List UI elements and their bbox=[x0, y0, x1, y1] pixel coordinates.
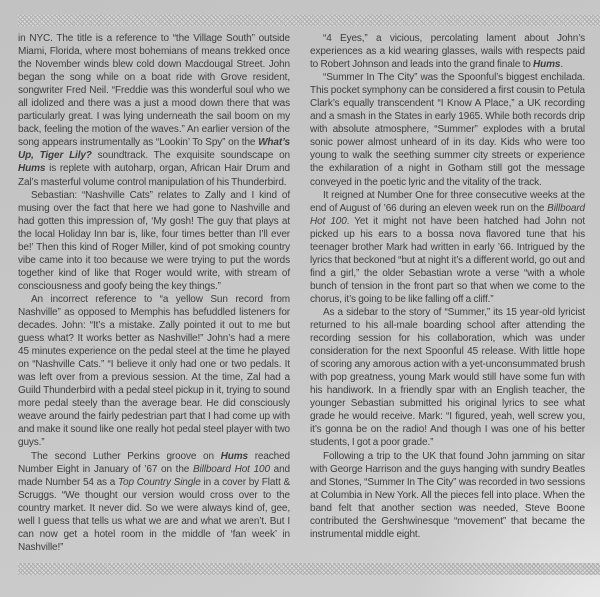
text-segment: Sebastian: “Nashville Cats” relates to Zally and I kind of musing over the fact that here we had gone to Nashville and had gotten this impression of, ‘My gosh! The guy that plays at the local Holiday Inn bar is, like, four times better than I’ll ever be!’ Then this kind of Roger Miller, kind of pot smoking country vibe came into it too because we were trying to put the words together kind of like that Roger would write, with stream of consciousness and goofy being the key things.” bbox=[18, 189, 290, 292]
text-segment: Hums bbox=[220, 450, 248, 462]
top-decorative-band bbox=[18, 15, 600, 26]
text-segment: As a sidebar to the story of “Summer,” its 15 year-old lyricist returned to his all-male boarding school after attending the recording session for his collaboration, which was under consideration for the next Spoonful 45 release. With little hope of scoring any amorous action with a yet-unconsummated brush with pop greatness, young Mark would still have some fun with his handiwork. In a friendly spar with an English teacher, the younger Sebastian submitted his original lyrics to see what grade he would receive. Mark: “I figured, yeah, well screw you, it’s gonna be on the radio! And though I was one of his better students, I got a poor grade.” bbox=[310, 306, 585, 449]
text-segment: is replete with autoharp, organ, African Hair Drum and Zal’s masterful volume control manipulation of his Thunderbird. bbox=[18, 163, 290, 188]
text-segment: An incorrect reference to “a yellow Sun record from Nashville” as opposed to Memphis has befuddled listeners for decades. John: “It’s a mistake. Zally pointed it out to me but guess what? It works better as Nashville!” John’s had a mere 45 minutes experience on the pedal steel at the time he played on “Nashville Cats.” “I believe it only had one or two pedals. It was left over from a previous session. At the time, Zal had a Guild Thunderbird with a pedal steel pickup in it, trying to sound more pedal steely than the average bear. He did consciously weave around the fairly pedestrian part that I had come up with and make it sound like one really hot pedal steel player with two guys.” bbox=[18, 293, 290, 449]
paragraph bbox=[310, 71, 585, 188]
text-segment: Billboard Hot 100 bbox=[310, 202, 585, 227]
text-segment: Hums bbox=[533, 59, 561, 71]
text-segment: . bbox=[560, 59, 564, 71]
text-segment: Hums bbox=[18, 163, 46, 175]
paragraph bbox=[310, 189, 585, 306]
text-segment: “Summer In The City” was the Spoonful’s biggest enchilada. This pocket symphony can be considered a first cousin to Petula Clark’s equally transcendent “I Know A Place,” a UK recording and a smash in the States in early 1965. While both records drip with absolute atmosphere, “Summer” explodes with a brutal sonic power almost unheard of in its day. Kids who were too young to walk the seething summer city streets or experience the exhilaration of a night in Gotham still got the message conveyed in the poetic lyric and the vitality of the track. bbox=[310, 72, 585, 188]
paragraph bbox=[18, 189, 290, 293]
text-segment: Following a trip to the UK that found John jamming on sitar with George Harrison and the guys hanging with sundry Beatles and Stones, “Summer In The City” was recorded in two sessions at Columbia in New York. All the pieces fell into place. When the band felt that another section was needed, Steve Boone contributed the Gershwinesque “movement” that became the instrumental middle eight. bbox=[310, 450, 585, 540]
text-segment: and made Number 54 as a bbox=[18, 463, 291, 488]
paragraph bbox=[18, 32, 290, 189]
text-segment: What’s Up, Tiger Lily? bbox=[18, 137, 290, 162]
text-segment: Top Country Single bbox=[117, 476, 201, 488]
text-segment: “4 Eyes,” a vicious, percolating lament about John’s experiences as a kid wearing glasses, wails with respects paid to Robert Johnson and leads into the grand finale to bbox=[310, 33, 585, 71]
text-segment: The second Luther Perkins groove on bbox=[31, 450, 221, 462]
bottom-decorative-band bbox=[18, 563, 600, 575]
text-segment: soundtrack. The exquisite soundscape on bbox=[91, 150, 291, 162]
left-text-column bbox=[18, 32, 290, 554]
text-segment: . Yet it might not have been hatched had John not picked up his ears to a bossa nova flavored tune that his teenager brother Mark had written in early ’66. Intrigued by the lyrics that beckoned “but at night it’s a different world, go out and find a girl,” the older Sebastian wrote a verse “with a whole bunch of tension in the front part so that when we come to the chorus, it’s going to be like falling off a cliff.” bbox=[310, 215, 585, 305]
right-text-column bbox=[310, 32, 585, 554]
paragraph bbox=[18, 450, 290, 554]
text-segment: in NYC. The title is a reference to “the Village South” outside Miami, Florida, where most bohemians of means trekked once the November winds blew cold down Macdougal Street. John began the song while on a boat ride with Grove resident, songwriter Fred Neil. “Freddie was this wonderful soul who we all idolized and there was a just a mood down there that was particularly great. I was lying underneath the sail boom on my back, feeling the motion of the waves.” An earlier version of the song appears instrumentally as “Lookin’ To Spy” on the bbox=[18, 33, 290, 149]
text-segment: reached Number Eight in January of ’67 on the bbox=[18, 450, 290, 475]
text-segment: in a cover by Flatt & Scruggs. “We thought our version would cross over to the country market. It never did. So we were always kind of, gee, well I guess that tells us what we are and what we aren’t. But I can now get a hotel room in the middle of ‘fan week’ in Nashville!” bbox=[18, 476, 290, 553]
paragraph bbox=[18, 293, 290, 450]
paragraph bbox=[310, 32, 585, 71]
two-column-text-block bbox=[18, 32, 585, 554]
paragraph bbox=[310, 450, 585, 541]
paragraph bbox=[310, 306, 585, 450]
text-segment: Billboard Hot 100 bbox=[193, 463, 270, 475]
text-segment: It reigned at Number One for three consecutive weeks at the end of August of ’66 during an eleven week run on the bbox=[310, 189, 585, 214]
